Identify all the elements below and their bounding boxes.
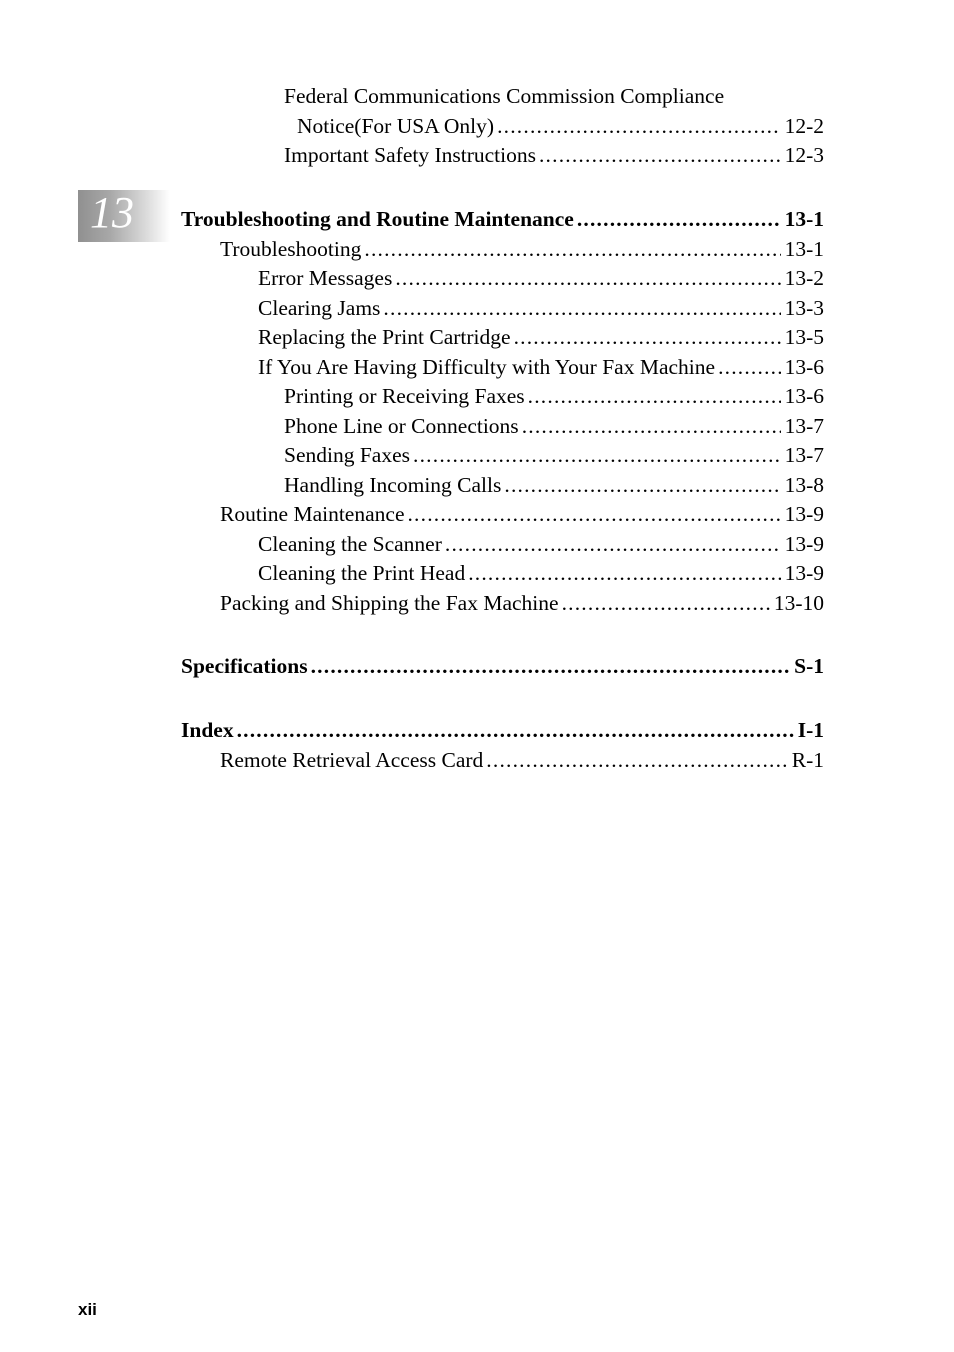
chapter-tab: [78, 190, 170, 242]
toc-entry-label: Routine Maintenance: [220, 502, 405, 526]
toc-entry-remote-retrieval-card[interactable]: [220, 747, 824, 773]
toc-entry-label: Important Safety Instructions: [284, 143, 536, 167]
toc-entry-label: Remote Retrieval Access Card: [220, 748, 484, 772]
toc-entry-page: 13-1: [784, 237, 824, 261]
dot-leader: [504, 472, 780, 498]
toc-entry-troubleshooting[interactable]: [220, 236, 824, 262]
dot-leader: [522, 413, 781, 439]
toc-entry-label: Troubleshooting and Routine Maintenance: [181, 207, 574, 231]
toc-entry-packing-shipping[interactable]: [220, 590, 824, 616]
dot-leader: [383, 295, 780, 321]
toc-entry-page: 13-6: [784, 384, 824, 408]
toc-entry-page: 13-9: [784, 561, 824, 585]
toc-entry-label: Specifications: [181, 654, 308, 678]
toc-entry-page: 13-9: [784, 532, 824, 556]
toc-entry-fcc-compliance[interactable]: [284, 83, 724, 109]
toc-entry-fcc-notice[interactable]: [297, 113, 824, 139]
dot-leader: [718, 354, 781, 380]
toc-entry-label: Packing and Shipping the Fax Machine: [220, 591, 559, 615]
toc-entry-error-messages[interactable]: [258, 265, 824, 291]
toc-entry-phone-line[interactable]: [284, 413, 824, 439]
toc-entry-label: Replacing the Print Cartridge: [258, 325, 511, 349]
dot-leader: [445, 531, 781, 557]
toc-entry-page: 13-1: [784, 207, 824, 231]
dot-leader: [395, 265, 780, 291]
toc-entry-label: Troubleshooting: [220, 237, 362, 261]
toc-entry-page: 13-8: [784, 473, 824, 497]
toc-entry-page: 13-2: [784, 266, 824, 290]
toc-entry-safety-instructions[interactable]: [284, 142, 824, 168]
toc-entry-label: Cleaning the Print Head: [258, 561, 466, 585]
toc-entry-label: Sending Faxes: [284, 443, 411, 467]
toc-entry-label: Cleaning the Scanner: [258, 532, 442, 556]
toc-entry-label: Printing or Receiving Faxes: [284, 384, 525, 408]
toc-entry-cleaning-scanner[interactable]: [258, 531, 824, 557]
toc-entry-label: Phone Line or Connections: [284, 414, 519, 438]
toc-entry-page: 13-9: [784, 502, 824, 526]
chapter-number: 13: [90, 188, 134, 237]
toc-entry-clearing-jams[interactable]: [258, 295, 824, 321]
toc-entry-replacing-cartridge[interactable]: [258, 324, 824, 350]
toc-entry-cleaning-print-head[interactable]: [258, 560, 824, 586]
toc-entry-page: 13-7: [784, 443, 824, 467]
toc-entry-page: S-1: [794, 654, 824, 678]
toc-entry-printing-receiving[interactable]: [284, 383, 824, 409]
toc-entry-label: Clearing Jams: [258, 296, 381, 320]
page-number: xii: [78, 1300, 97, 1319]
toc-entry-page: 13-3: [784, 296, 824, 320]
toc-entry-label: Handling Incoming Calls: [284, 473, 502, 497]
dot-leader: [577, 206, 781, 232]
toc-entry-fax-difficulty[interactable]: [258, 354, 824, 380]
toc-chapter-specifications[interactable]: [181, 653, 824, 679]
dot-leader: [539, 142, 781, 168]
toc-entry-page: I-1: [797, 718, 824, 742]
toc-entry-label: Error Messages: [258, 266, 393, 290]
dot-leader: [486, 747, 787, 773]
toc-entry-page: 13-5: [784, 325, 824, 349]
dot-leader: [413, 442, 781, 468]
dot-leader: [514, 324, 781, 350]
toc-entry-page: 13-10: [773, 591, 824, 615]
dot-leader: [364, 236, 780, 262]
toc-entry-sending-faxes[interactable]: [284, 442, 824, 468]
toc-entry-page: 13-7: [784, 414, 824, 438]
dot-leader: [497, 113, 781, 139]
toc-entry-incoming-calls[interactable]: [284, 472, 824, 498]
toc-chapter-index[interactable]: [181, 717, 824, 743]
toc-entry-label: Federal Communications Commission Compliance: [284, 84, 725, 108]
dot-leader: [407, 501, 780, 527]
toc-entry-label: Notice(For USA Only): [297, 114, 495, 138]
toc-entry-page: 12-3: [784, 143, 824, 167]
toc-entry-label: If You Are Having Difficulty with Your Fax Machine: [258, 355, 716, 379]
dot-leader: [562, 590, 770, 616]
dot-leader: [468, 560, 780, 586]
toc-entry-label: Index: [181, 718, 234, 742]
toc-entry-page: 13-6: [784, 355, 824, 379]
toc-entry-page: 12-2: [784, 114, 824, 138]
dot-leader: [528, 383, 781, 409]
toc-chapter-troubleshooting-maintenance[interactable]: [181, 206, 824, 232]
toc-entry-page: R-1: [791, 748, 824, 772]
dot-leader: [237, 717, 794, 743]
toc-entry-routine-maintenance[interactable]: [220, 501, 824, 527]
dot-leader: [311, 653, 791, 679]
